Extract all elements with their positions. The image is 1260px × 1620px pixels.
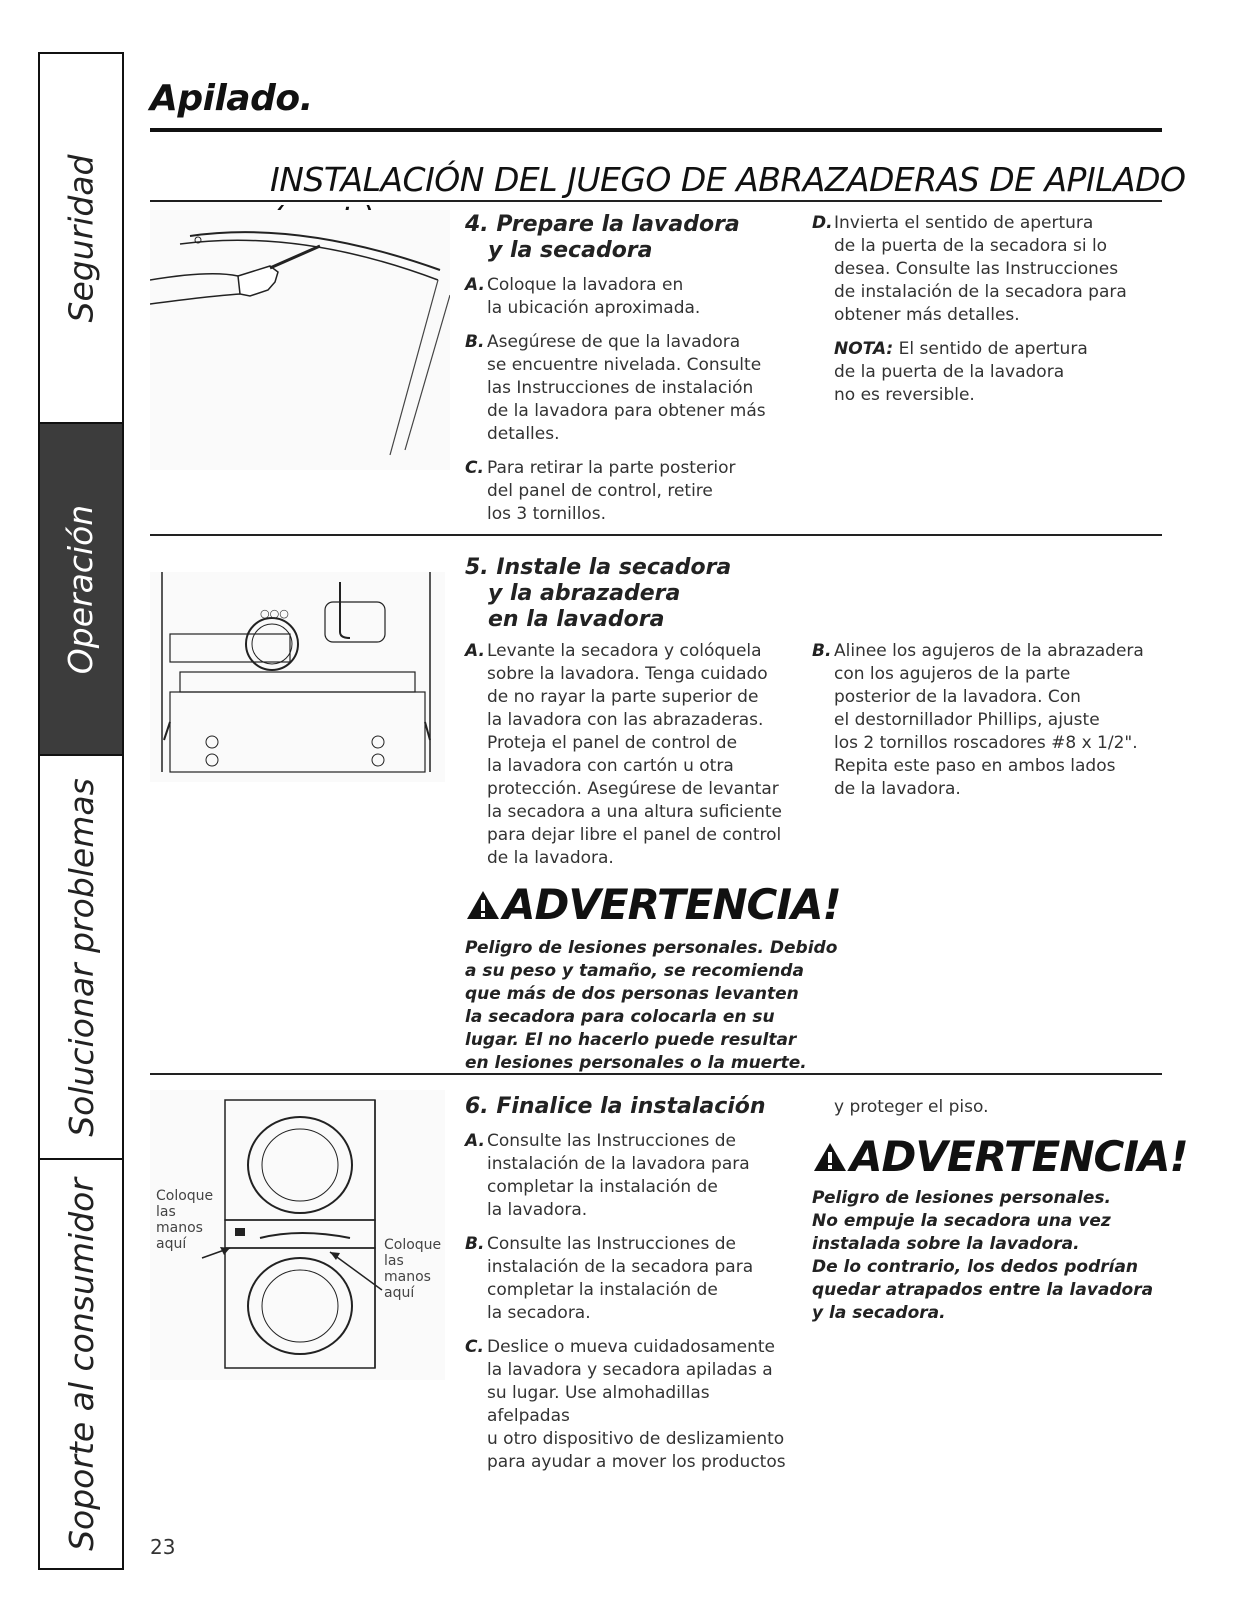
- tab-solucionar-problemas[interactable]: [40, 756, 122, 1160]
- washer-screwdriver-illustration: [150, 210, 450, 470]
- item-text: Alinee los agujeros de la abrazadera con los agujeros de la parte posterior de la lavadora. Con el destornillador Phillips, ajuste los 2 tornillos roscadores #8 x 1/2". Repita este paso en ambos lados de la lavadora.: [834, 641, 1144, 799]
- list-item: [465, 274, 785, 320]
- page-title: Apilado.: [150, 78, 313, 119]
- list-item: [465, 640, 795, 870]
- continuation-text: y proteger el piso.: [834, 1097, 989, 1117]
- tab-soporte-consumidor[interactable]: [40, 1160, 122, 1568]
- tab-label: Seguridad: [61, 154, 101, 322]
- step4-title: [465, 212, 740, 264]
- step5-list-right: [812, 640, 1162, 812]
- list-item: [812, 640, 1162, 801]
- warning-heading: [465, 880, 841, 929]
- item-text: Deslice o mueva cuidadosamente la lavadora y secadora apiladas a su lugar. Use almohadillas afelpadas u otro dispositivo de deslizamiento para ayudar a mover los productos: [487, 1337, 786, 1472]
- step-title-line: en la lavadora: [488, 607, 665, 632]
- item-text: Levante la secadora y colóquela sobre la lavadora. Tenga cuidado de no rayar la parte superior de la lavadora con las abrazaderas. Proteja el panel de control de la lavadora con cartón u otra protección. Asegúrese de levantar la secadora a una altura suficiente para dejar libre el panel de control de la lavadora.: [487, 641, 782, 868]
- list-item: [465, 1233, 795, 1325]
- item-letter: A.: [465, 1131, 485, 1151]
- side-tab-bar: [38, 52, 124, 1570]
- item-letter: B.: [812, 641, 832, 661]
- warning-text: Peligro de lesiones personales. No empuje la secadora una vez instalada sobre la lavadora. De lo contrario, los dedos podrían quedar atrapados entre la lavadora y la secadora.: [812, 1188, 1154, 1323]
- warning-text: Peligro de lesiones personales. Debido a su peso y tamaño, se recomienda que más de dos personas levanten la secadora para colocarla en su lugar. El no hacerlo puede resultar en lesiones personales o la muerte.: [465, 938, 838, 1073]
- step4-list-left: [465, 274, 785, 537]
- section-rule: [150, 200, 1162, 202]
- warning-title: ADVERTENCIA!: [850, 1132, 1188, 1181]
- callout-left: Coloque las manos aquí: [156, 1188, 214, 1252]
- svg-text:○○○: ○○○: [260, 607, 289, 620]
- step6-title: [465, 1094, 766, 1120]
- tab-label: Solucionar problemas: [61, 777, 101, 1137]
- item-letter: C.: [465, 458, 484, 478]
- nota-text: El sentido de apertura de la puerta de la lavadora no es reversible.: [834, 339, 1088, 405]
- tab-seguridad[interactable]: [40, 54, 122, 424]
- tab-label: Operación: [61, 504, 101, 674]
- item-text: Consulte las Instrucciones de instalación de la secadora para completar la instalación de la secadora.: [487, 1234, 754, 1323]
- item-text: Para retirar la parte posterior del panel de control, retire los 3 tornillos.: [487, 458, 736, 524]
- step-title-line: Instale la secadora: [496, 555, 732, 580]
- nota-label: NOTA:: [834, 339, 894, 359]
- step-number: 6.: [465, 1094, 489, 1119]
- item-letter: D.: [812, 213, 833, 233]
- list-item: [465, 1336, 795, 1474]
- item-text: Consulte las Instrucciones de instalación de la lavadora para completar la instalación de la lavadora.: [487, 1131, 750, 1220]
- item-text: Invierta el sentido de apertura de la puerta de la secadora si lo desea. Consulte las Instrucciones de instalación de la secadora para obtener más detalles.: [834, 213, 1127, 325]
- warning-triangle-icon: [812, 1141, 848, 1173]
- list-item: [465, 1130, 795, 1222]
- warning-title: ADVERTENCIA!: [503, 880, 841, 929]
- item-letter: C.: [465, 1337, 484, 1357]
- step-title-line: Prepare la lavadora: [496, 212, 740, 237]
- nota-paragraph: [812, 338, 1152, 407]
- list-item: [812, 212, 1152, 327]
- step-title-line: y la abrazadera: [488, 581, 681, 606]
- warning-block: [465, 880, 841, 1075]
- step4-list-right: [812, 212, 1152, 407]
- section-heading: INSTALACIÓN DEL JUEGO DE ABRAZADERAS DE APILADO: [270, 160, 1186, 199]
- tab-operacion[interactable]: [40, 424, 122, 756]
- step-title-line: Finalice la instalación: [496, 1094, 766, 1119]
- page-number: 23: [150, 1535, 176, 1559]
- warning-heading: [812, 1132, 1188, 1181]
- list-item: [465, 457, 785, 526]
- step-divider: [150, 1073, 1162, 1075]
- item-text: Asegúrese de que la lavadora se encuentre nivelada. Consulte las Instrucciones de instalación de la lavadora para obtener más detalles.: [487, 332, 766, 444]
- warning-block: [812, 1132, 1188, 1325]
- item-letter: A.: [465, 275, 485, 295]
- item-letter: B.: [465, 1234, 485, 1254]
- item-letter: B.: [465, 332, 485, 352]
- tab-label: Soporte al consumidor: [61, 1177, 101, 1551]
- step5-list-left: [465, 640, 795, 881]
- title-rule: [150, 128, 1162, 132]
- list-item: [465, 331, 785, 446]
- step-divider: [150, 534, 1162, 536]
- step-number: 5.: [465, 555, 489, 580]
- item-letter: A.: [465, 641, 485, 661]
- warning-triangle-icon: [465, 889, 501, 921]
- step-number: 4.: [465, 212, 489, 237]
- step-title-line: y la secadora: [488, 238, 653, 263]
- dryer-bracket-illustration: [150, 572, 445, 782]
- item-text: Coloque la lavadora en la ubicación aproximada.: [487, 275, 701, 318]
- step5-title: [465, 555, 731, 633]
- step6-list: [465, 1130, 795, 1485]
- callout-right: Coloque las manos aquí: [384, 1237, 442, 1301]
